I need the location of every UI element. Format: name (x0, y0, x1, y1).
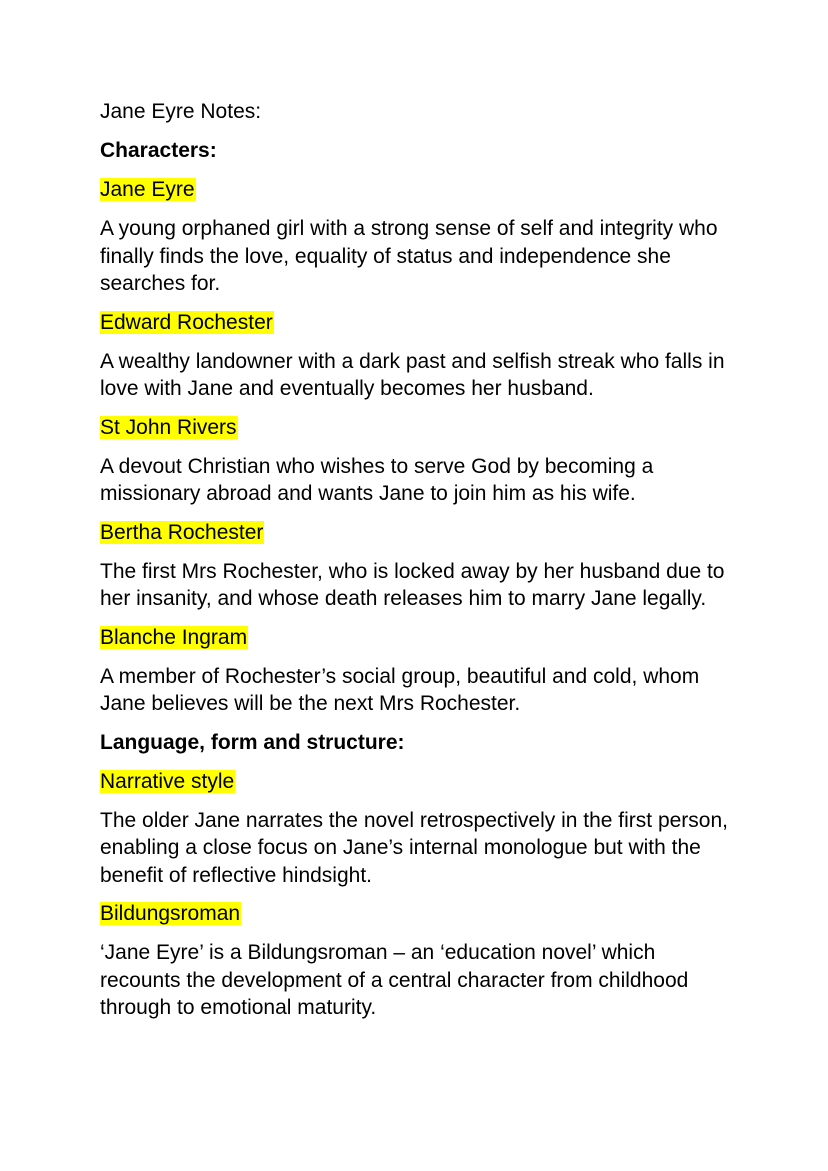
character-description: A young orphaned girl with a strong sense of self and integrity who finally finds the love, equality of status and independence she searches for. (100, 217, 718, 295)
character-name (100, 309, 740, 337)
character-description: A wealthy landowner with a dark past and selfish streak who falls in love with Jane and eventually becomes her husband. (100, 349, 725, 400)
character-name-text: Edward Rochester (100, 310, 273, 334)
character-name-text: Jane Eyre (100, 178, 195, 201)
document-page (100, 98, 740, 1033)
character-name (100, 176, 740, 204)
characters-heading: Characters: (100, 139, 217, 162)
language-item-name-text: Bildungsroman (100, 902, 241, 925)
character-name (100, 624, 740, 652)
character-name-text: Blanche Ingram (100, 625, 248, 649)
character-description: The first Mrs Rochester, who is locked away by her husband due to her insanity, and whose death releases him to marry Jane legally. (100, 559, 725, 610)
language-item-description: ‘Jane Eyre’ is a Bildungsroman – an ‘education novel’ which recounts the development of a central character from childhood through to emotional maturity. (100, 941, 689, 1019)
character-description: A member of Rochester’s social group, beautiful and cold, whom Jane believes will be the next Mrs Rochester. (100, 664, 700, 715)
character-description: A devout Christian who wishes to serve God by becoming a missionary abroad and wants Jane to join him as his wife. (100, 454, 654, 505)
character-name-text: St John Rivers (100, 415, 237, 439)
character-name (100, 519, 740, 547)
language-item-name-text: Narrative style (100, 769, 235, 793)
character-name-text: Bertha Rochester (100, 520, 264, 544)
language-item-name (100, 768, 740, 796)
document-title: Jane Eyre Notes: (100, 100, 262, 123)
character-name (100, 414, 740, 442)
language-item-description: The older Jane narrates the novel retrospectively in the first person, enabling a close focus on Jane’s internal monologue but with the benefit of reflective hindsight. (100, 808, 728, 887)
language-item-name (100, 900, 740, 928)
language-heading: Language, form and structure: (100, 730, 405, 754)
